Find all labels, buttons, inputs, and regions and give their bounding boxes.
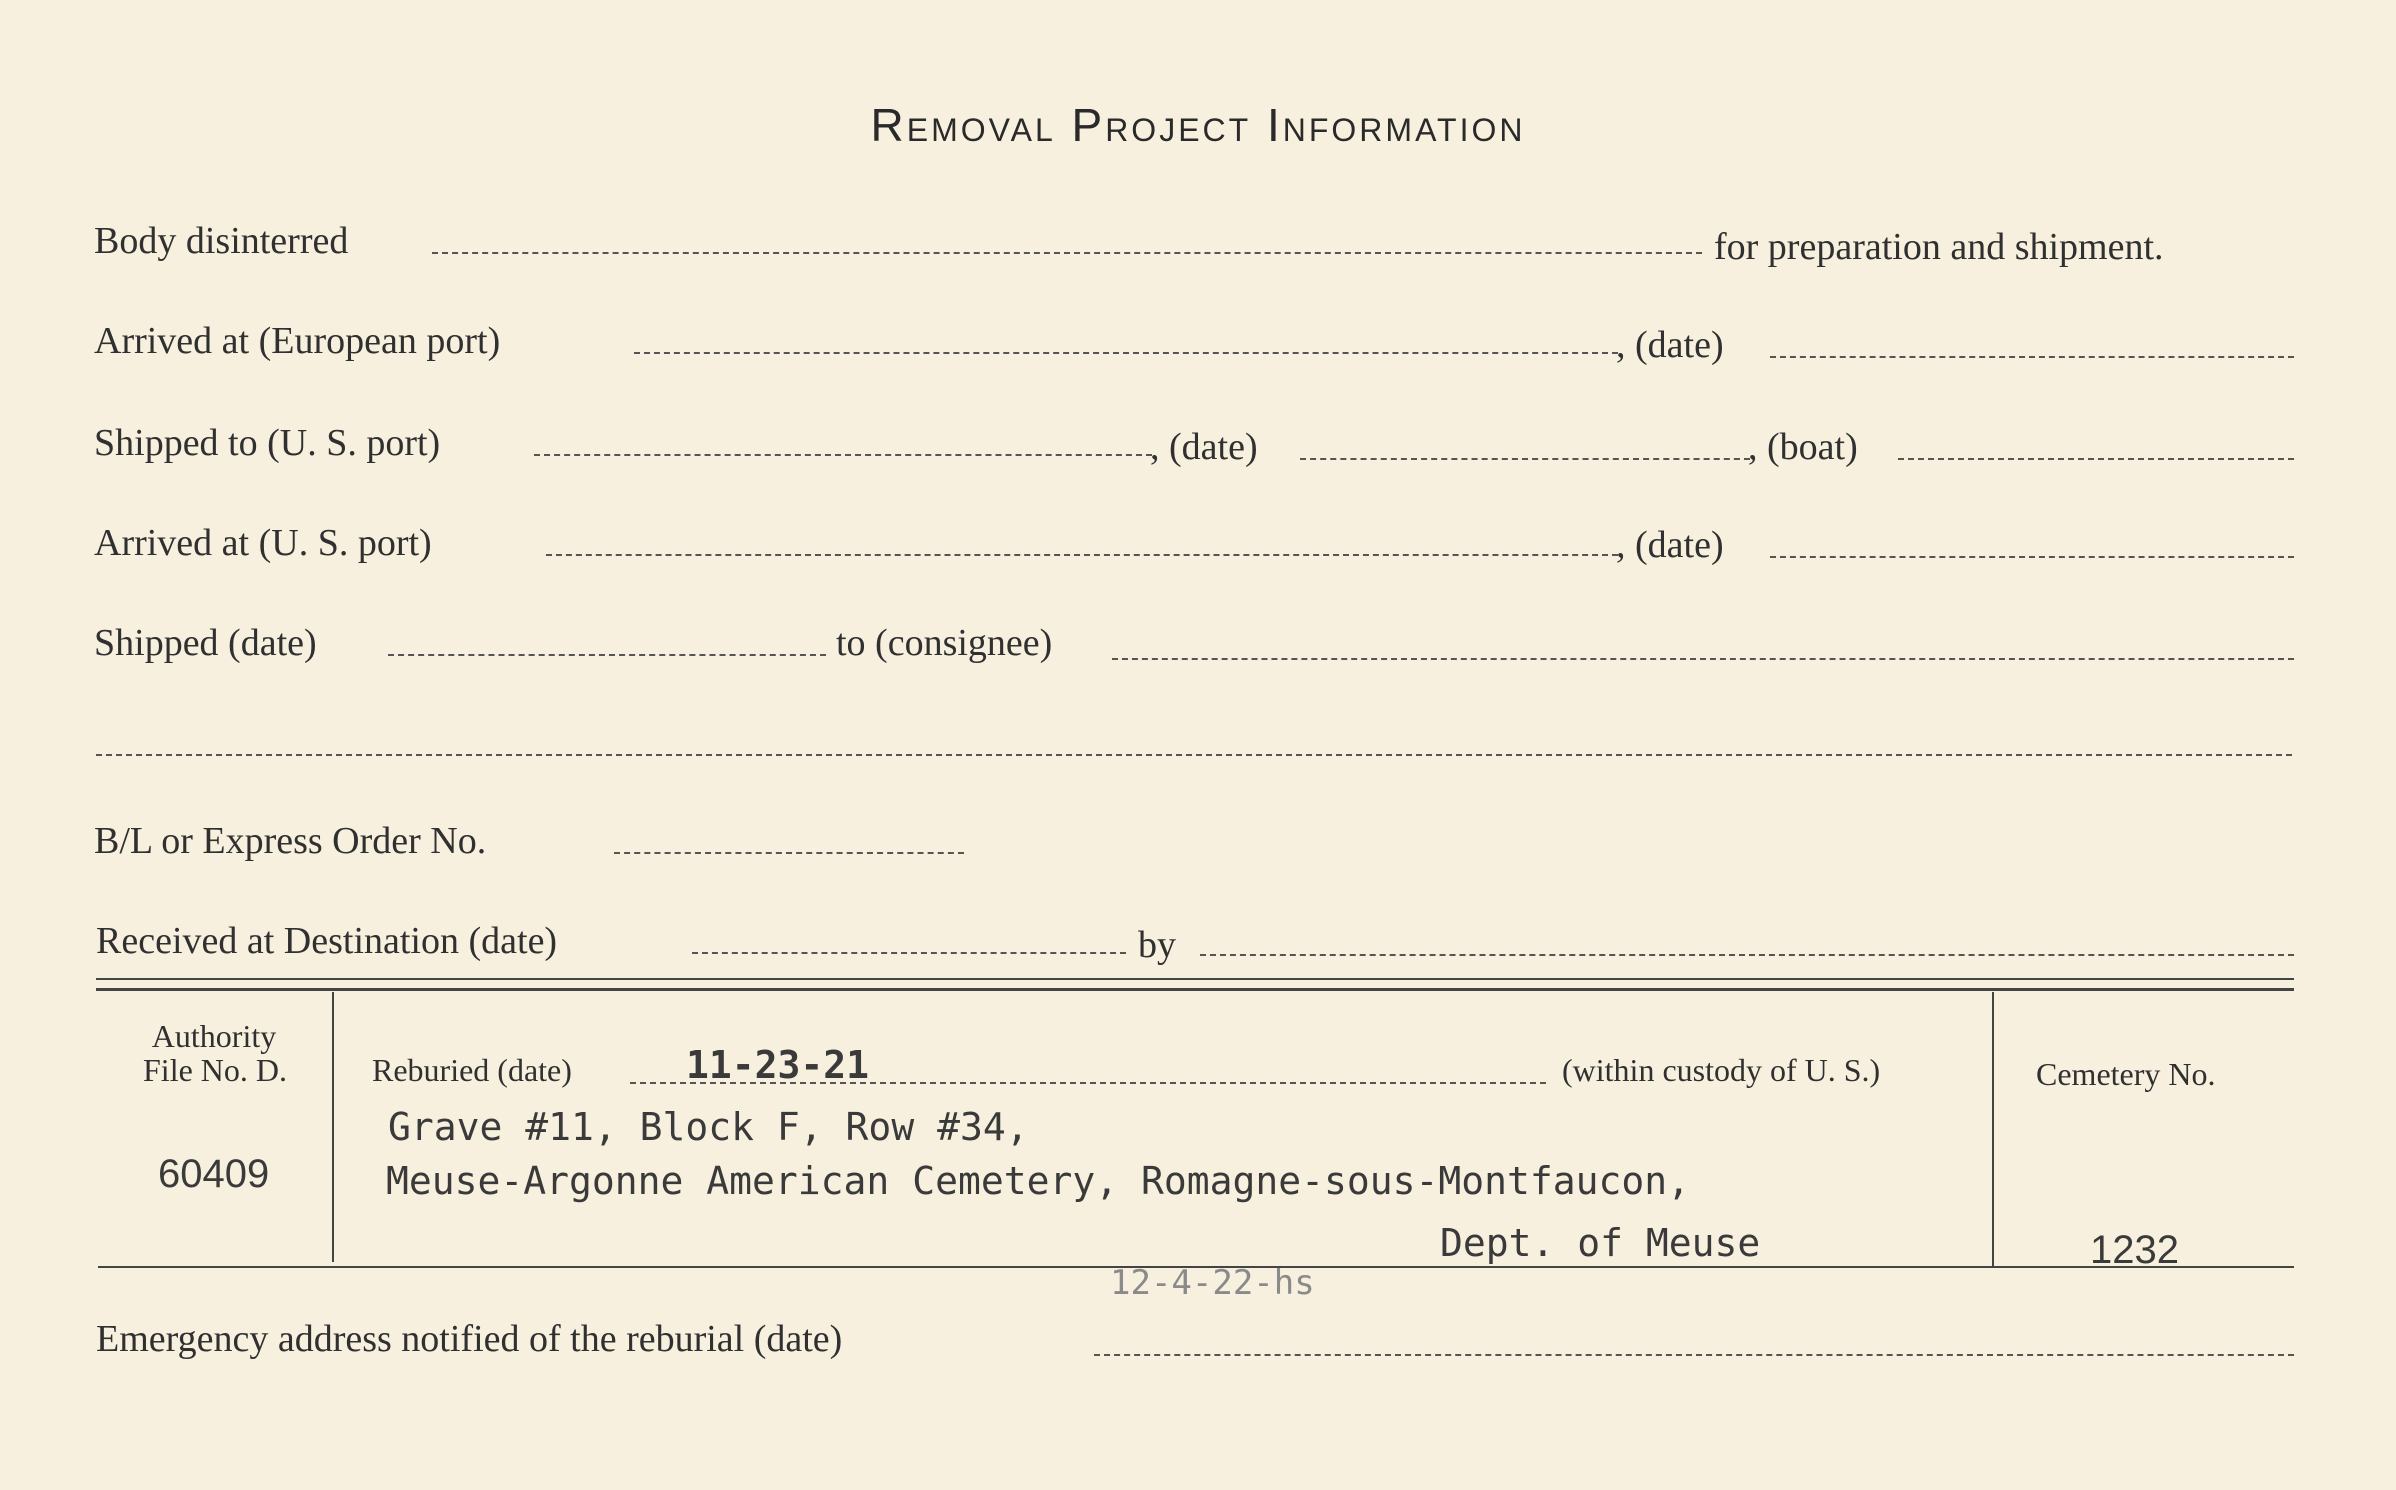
reburied-date-value: 11-23-21 — [686, 1043, 870, 1087]
body-disinterred-suffix: for preparation and shipment. — [1714, 226, 2164, 268]
reburied-date-line — [630, 1082, 1546, 1084]
shipped-to-boat-line — [1898, 458, 2294, 460]
arrived-european-date-label: , (date) — [1616, 324, 1724, 366]
to-consignee-label: to (consignee) — [836, 622, 1053, 664]
blank-continuation-line — [96, 754, 2292, 756]
authority-file-number: 60409 — [158, 1152, 270, 1196]
bl-order-line — [614, 852, 964, 854]
shipped-to-date-line — [1300, 458, 1750, 460]
consignee-line — [1112, 658, 2294, 660]
cemetery-number: 1232 — [2090, 1228, 2179, 1272]
authority-label-line-1: Authority — [151, 1018, 277, 1054]
box-top-rule-1 — [96, 978, 2294, 980]
shipped-to-us-port-line — [534, 454, 1152, 456]
emergency-address-label: Emergency address notified of the reburial (date) — [96, 1318, 843, 1360]
shipped-to-date-label: , (date) — [1150, 426, 1258, 468]
received-by-line — [1200, 954, 2294, 956]
authority-label-line-2: File No. D. — [143, 1052, 287, 1088]
received-destination-line — [692, 952, 1126, 954]
custody-label: (within custody of U. S.) — [1562, 1052, 1881, 1088]
arrived-european-date-line — [1770, 356, 2294, 358]
box-divider-left — [332, 992, 334, 1262]
cemetery-no-label: Cemetery No. — [2036, 1056, 2216, 1092]
arrived-us-port-line — [546, 554, 1618, 556]
card-title: Removal Project Information — [870, 99, 1526, 151]
reburied-date-label: Reburied (date) — [372, 1052, 572, 1088]
arrived-us-port-label: Arrived at (U. S. port) — [94, 522, 432, 564]
grave-location-line-1: Grave #11, Block F, Row #34, — [388, 1105, 1029, 1149]
shipped-to-boat-label: , (boat) — [1748, 426, 1858, 468]
body-disinterred-line — [432, 252, 1702, 254]
grave-location-line-3: Dept. of Meuse — [1440, 1221, 1761, 1265]
received-destination-label: Received at Destination (date) — [96, 920, 558, 962]
arrived-us-date-label: , (date) — [1616, 524, 1724, 566]
emergency-address-line — [1094, 1354, 2294, 1356]
arrived-us-date-line — [1770, 556, 2294, 558]
shipped-to-us-port-label: Shipped to (U. S. port) — [94, 422, 441, 464]
arrived-european-port-label: Arrived at (European port) — [94, 320, 501, 362]
grave-location-line-2: Meuse-Argonne American Cemetery, Romagne-sous-Montfaucon, — [386, 1159, 1691, 1203]
box-divider-right — [1992, 992, 1994, 1268]
shipped-date-line — [388, 654, 826, 656]
date-stamp: 12-4-22-hs — [1110, 1263, 1315, 1303]
body-disinterred-label: Body disinterred — [94, 220, 349, 262]
shipped-date-label: Shipped (date) — [94, 622, 317, 664]
arrived-european-port-line — [634, 352, 1618, 354]
bl-order-label: B/L or Express Order No. — [94, 820, 487, 862]
box-top-rule-2 — [96, 988, 2294, 991]
received-by-label: by — [1138, 924, 1176, 966]
